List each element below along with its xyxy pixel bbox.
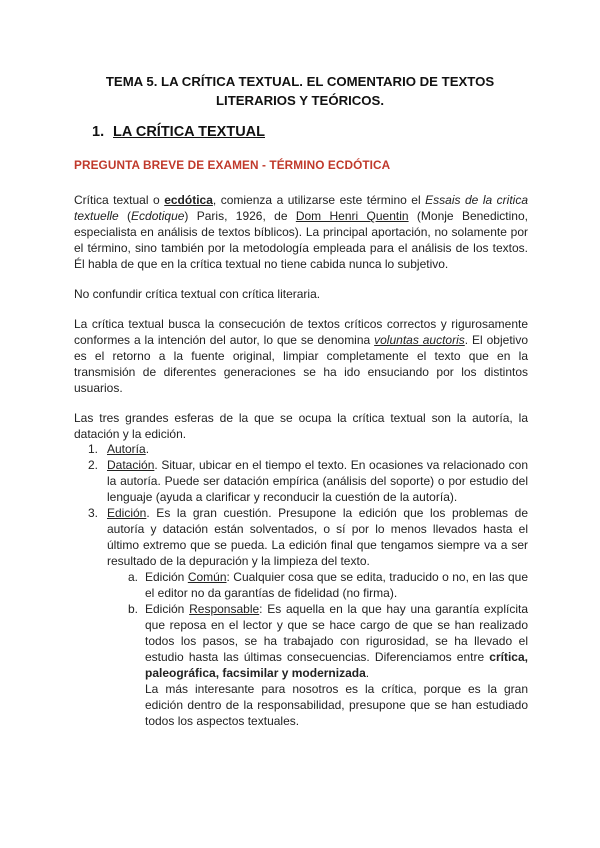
sub-list-prefix: Edición (145, 570, 188, 584)
exam-question-label: PREGUNTA BREVE DE EXAMEN - TÉRMINO ECDÓTICA (74, 158, 391, 172)
list-marker: 3. (88, 506, 99, 520)
text: ( (118, 209, 132, 223)
title-line-2: LITERARIOS Y TEÓRICOS. (215, 93, 385, 108)
sub-list-end: . (365, 666, 370, 680)
text: Crítica textual o (74, 193, 165, 207)
list-marker: 2. (88, 458, 99, 472)
numbered-list (74, 441, 528, 729)
sub-paragraph: La más interesante para nosotros es la crítica, porque es la gran edición dentro de la responsabilidad, presupone que se han estudiado todos los aspectos textuales. (145, 682, 528, 728)
list-item (74, 505, 528, 569)
sub-list-text: : Cualquier cosa que se edita, traducido o no, en las que el editor no da garantías de fidelidad (no firma). (145, 570, 528, 600)
list-item (74, 457, 528, 505)
list-term: Edición (107, 506, 147, 520)
list-term: Datación (107, 458, 155, 472)
sub-list-marker: b. (128, 602, 139, 616)
paragraph-ecdotica (74, 192, 528, 272)
paragraph-no-confundir: No confundir crítica textual con crítica literaria. (74, 287, 321, 301)
sub-list-text: : Es aquella en la que hay una garantía explícita que reposa en el lector y que se hace cargo de que se han realizado todos los pasos, se ha trabajado con rigurosidad, se ha llevado el estudio hasta las últimas consecuencias. Diferenciamos entre (145, 602, 528, 664)
sub-list-term: Común (187, 570, 227, 584)
section-heading (92, 124, 265, 140)
section-title: LA CRÍTICA TEXTUAL (113, 124, 265, 140)
list-text: . Es la gran cuestión. Presupone la edición que los problemas de autoría y datación están solventados, o sí por lo menos llevados hasta el último extremo que se pueda. La edición final que tengamos siempre va a ser resultado de la depuración y la limpieza del texto. (107, 506, 528, 568)
title-line-1: TEMA 5. LA CRÍTICA TEXTUAL. EL COMENTARIO DE TEXTOS (105, 74, 495, 89)
paragraph-voluntas (74, 316, 528, 396)
text: La crítica textual busca la consecución de textos críticos correctos y rigurosamente conformes a la intención del autor, lo que se denomina (74, 317, 528, 347)
document-title (95, 72, 505, 110)
text: ) Paris, 1926, de (184, 209, 296, 223)
list-text: . (145, 442, 150, 456)
text: , comienza a utilizarse este término el (212, 193, 426, 207)
list-marker: 1. (88, 442, 99, 456)
book-title: Essais de la critica textuelle (74, 193, 529, 223)
sub-list-prefix: Edición (145, 602, 190, 616)
paragraph-esferas: Las tres grandes esferas de la que se ocupa la crítica textual son la autoría, la datación y la edición. (74, 411, 528, 441)
sub-list-marker: a. (128, 570, 139, 584)
author-name: Dom Henri Quentin (295, 209, 409, 223)
sub-list-item (74, 569, 528, 601)
term-voluntas-auctoris: voluntas auctoris (374, 333, 465, 347)
sub-list-item (74, 601, 528, 681)
list-item (74, 441, 528, 457)
text: (Monje Benedictino, especialista en análisis de textos bíblicos). La principal aportación, no solamente por el término, sino también por la metodología empleada para el análisis de los textos. Él habla de que en la crítica textual no tiene cabida nunca lo subjetivo. (74, 209, 528, 271)
edition-types: crítica, paleográfica, facsimilar y modernizada (145, 650, 528, 680)
list-term: Autoría (107, 442, 146, 456)
list-text: . Situar, ubicar en el tiempo el texto. En ocasiones va relacionado con la autoría. Puede ser datación empírica (análisis del soporte) o por estudio del lenguaje (ayuda a clarificar y reconducir la cuestión de la autoría). (107, 458, 528, 504)
section-number: 1. (92, 124, 105, 140)
sub-list-term: Responsable (189, 602, 260, 616)
text: . El objetivo es el retorno a la fuente original, limpiar completamente el texto que en la transmisión de diferentes generaciones se ha ido ensuciando por los distintos usuarios. (74, 333, 528, 395)
term-ecdotica: ecdótica (164, 193, 213, 207)
book-title-2: Ecdotique (131, 209, 185, 223)
